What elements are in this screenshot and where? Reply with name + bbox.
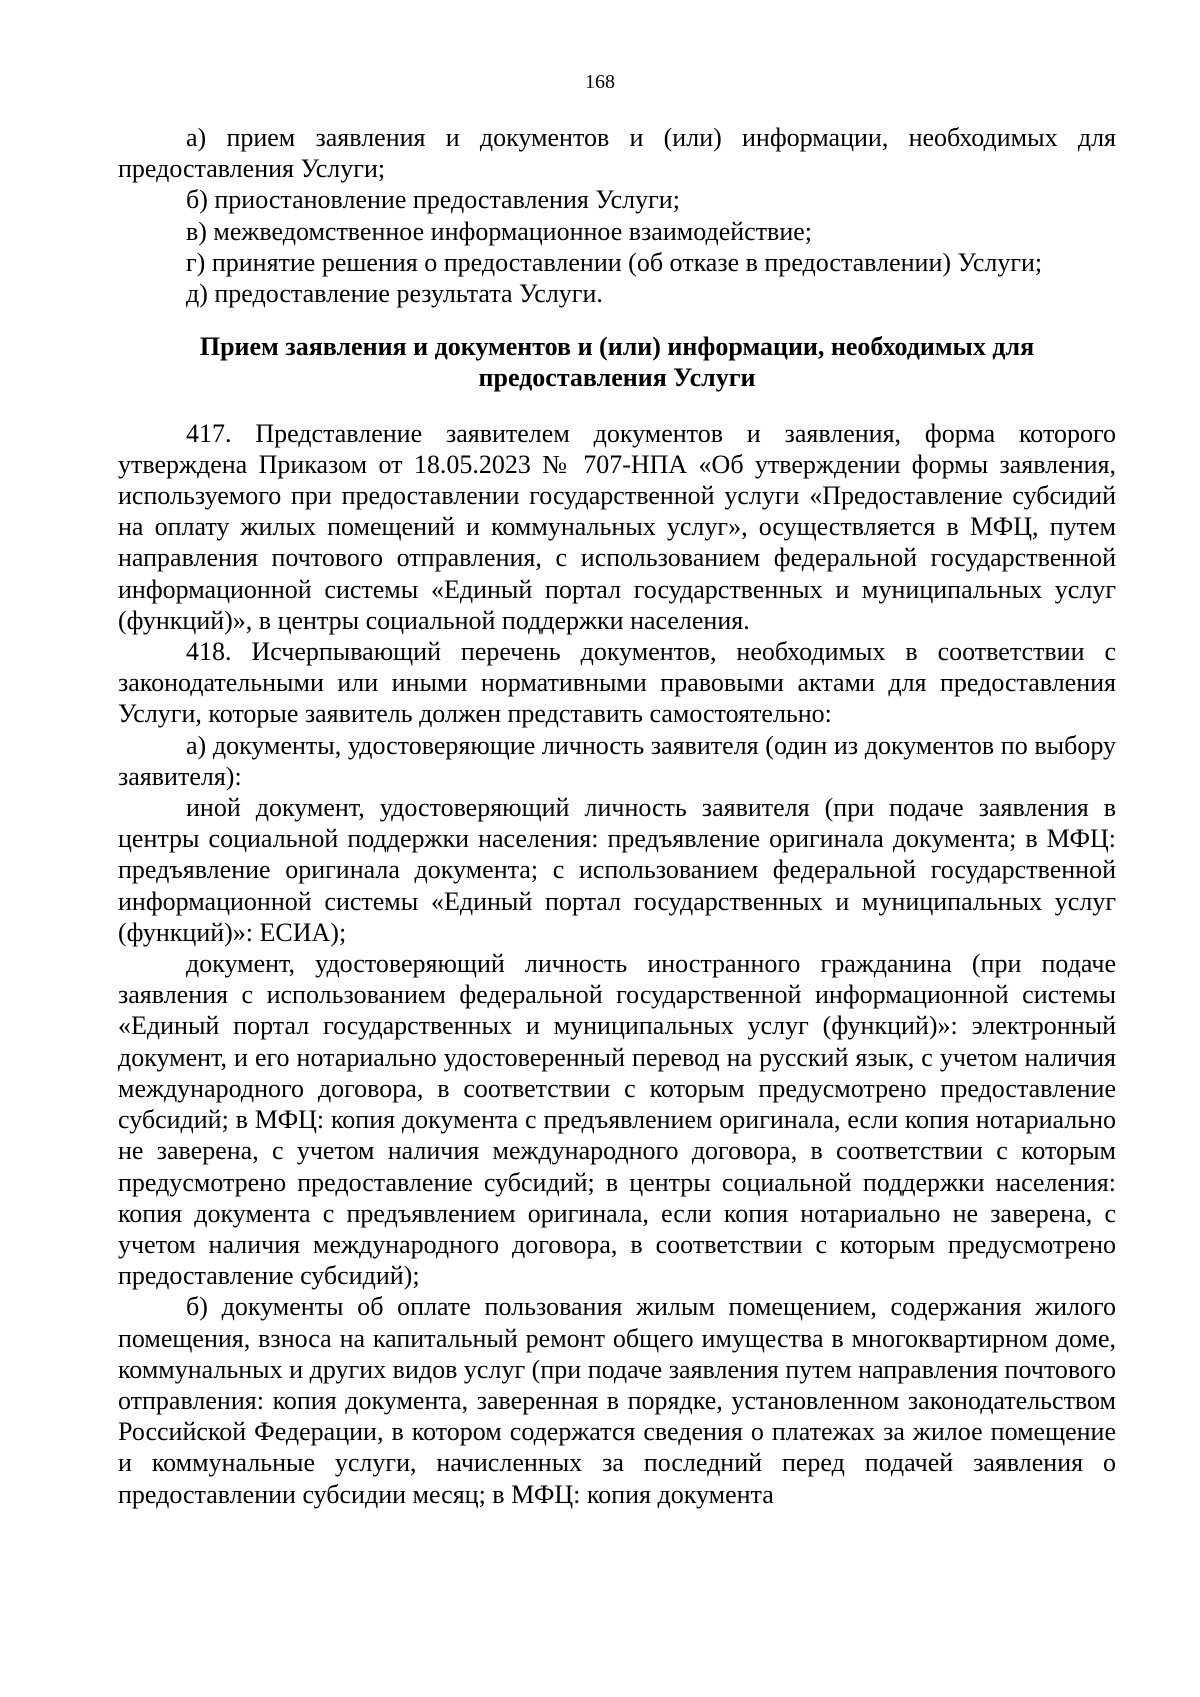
paragraph-417: 417. Представление заявителем документов и заявления, форма которого утверждена Приказом от 18.05.2023 № 707-НПА «Об утверждении формы заявления, используемого при предоставлении государственной услуги «Предоставление субсидий на оплату жилых помещений и коммунальных услуг», осуществляется в МФЦ, путем направления почтового отправления, с использованием федеральной государственной информационной системы «Единый портал государственных и муниципальных услуг (функций)», в центры социальной поддержки населения. bbox=[118, 418, 1116, 635]
list-item: д) предоставление результата Услуги. bbox=[186, 279, 603, 309]
paragraph-identity-document: иной документ, удостоверяющий личность заявителя (при подаче заявления в центры социальной поддержки населения: предъявление оригинала документа; в МФЦ: предъявление оригинала документа; с использованием федеральной государственной информационной системы «Единый портал государственных и муниципальных услуг (функций)»: ЕСИА); bbox=[118, 793, 1116, 947]
page-number: 168 bbox=[585, 71, 615, 93]
paragraph-foreign-identity-document: документ, удостоверяющий личность иностранного гражданина (при подаче заявления с использованием федеральной государственной информационной системы «Единый портал государственных и муниципальных услуг (функций)»: электронный документ, и его нотариально удостоверенный перевод на русский язык, с учетом наличия международного договора, в соответствии с которым предусмотрено предоставление субсидий; в МФЦ: копия документа с предъявлением оригинала, если копия нотариально не заверена, с учетом наличия международного договора, в соответствии с которым предусмотрено предоставление субсидий; в центры социальной поддержки населения: копия документа с предъявлением оригинала, если копия нотариально не заверена, с учетом наличия международного договора, в соответствии с которым предусмотрено предоставление субсидий); bbox=[118, 949, 1116, 1291]
section-heading: Прием заявления и документов и (или) информации, необходимых для предоставления Услуги bbox=[199, 332, 1035, 393]
list-item: а) прием заявления и документов и (или) информации, необходимых для предоставления Услуги; bbox=[118, 123, 1116, 184]
paragraph-418-b: б) документы об оплате пользования жилым помещением, содержания жилого помещения, взноса на капитальный ремонт общего имущества в многоквартирном доме, коммунальных и других видов услуг (при подаче заявления путем направления почтового отправления: копия документа, заверенная в порядке, установленном законодательством Российской Федерации, в котором содержатся сведения о платежах за жилое помещение и коммунальные услуги, начисленных за последний перед подачей заявления о предоставлении субсидии месяц; в МФЦ: копия документа bbox=[118, 1292, 1116, 1509]
paragraph-418: 418. Исчерпывающий перечень документов, необходимых в соответствии с законодательными или иными нормативными правовыми актами для предоставления Услуги, которые заявитель должен представить самостоятельно: bbox=[118, 637, 1116, 729]
list-item: б) приостановление предоставления Услуги; bbox=[186, 185, 680, 215]
paragraph-418-a: а) документы, удостоверяющие личность заявителя (один из документов по выбору заявителя): bbox=[118, 730, 1116, 791]
document-body bbox=[118, 122, 1116, 1510]
list-item: г) принятие решения о предоставлении (об отказе в предоставлении) Услуги; bbox=[186, 247, 1043, 277]
list-item: в) межведомственное информационное взаимодействие; bbox=[186, 216, 813, 246]
